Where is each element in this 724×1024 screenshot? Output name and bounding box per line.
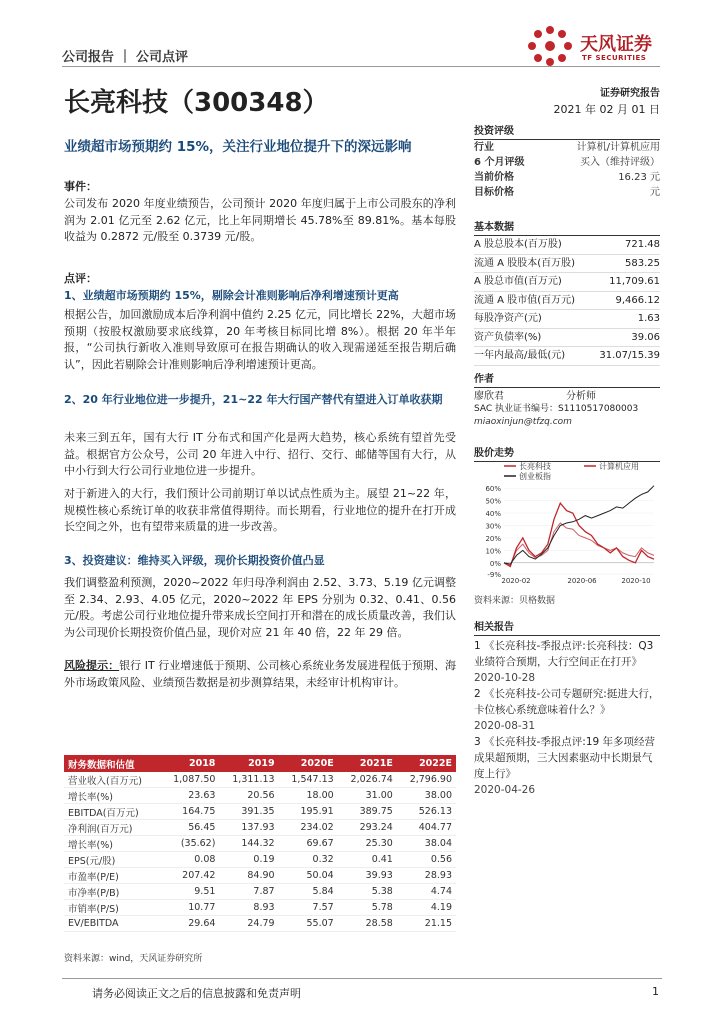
author-name: 廖欣君 (474, 391, 504, 402)
row-label: 市盈率(P/E) (64, 868, 160, 884)
basic-row: A 股总股本(百万股) 721.48 (474, 236, 660, 255)
row-label: 营业收入(百万元) (64, 772, 160, 788)
row-label: EV/EBITDA (64, 916, 160, 932)
chart-heading: 股价走势 (474, 444, 660, 462)
basic-row: 每股净资产(元) 1.63 (474, 310, 660, 329)
related-item[interactable]: 1 《长亮科技-季报点评:长亮科技：Q3 业绩符合预期，大行空间正在打开》 2020-10-28 (474, 640, 654, 684)
y-tick-label: -9% (487, 571, 501, 579)
related-heading: 相关报告 (474, 618, 660, 636)
page-number: 1 (652, 985, 659, 998)
y-tick-label: 40% (485, 510, 501, 519)
table-cell: 18.00 (279, 788, 338, 804)
rating-heading: 投资评级 (474, 122, 660, 140)
table-cell: 293.24 (338, 820, 397, 836)
x-tick-label: 2020-02 (501, 577, 531, 585)
row-label: 市净率(P/B) (64, 884, 160, 900)
table-cell: 39.93 (338, 868, 397, 884)
brand-name-en: TF SECURITIES (582, 54, 647, 62)
row-label: EPS(元/股) (64, 852, 160, 868)
author-license: SAC 执业证书编号：S1110517080003 (474, 404, 639, 414)
table-cell: 25.30 (338, 836, 397, 852)
table-cell: 137.93 (219, 820, 278, 836)
report-category: 公司报告 ｜ 公司点评 (62, 50, 189, 65)
table-cell: 2,796.90 (397, 772, 456, 788)
chart-source: 资料来源：贝格数据 (474, 596, 556, 606)
legend-label: 创业板指 (519, 472, 551, 481)
event-text: 公司发布 2020 年度业绩预告，公司预计 2020 年度归属于上市公司股东的净利润为 2.01 亿元至 2.62 亿元，比上年同期增长 45.78%至 89.81%。基本每股收益为 0.2872 元/股至 0.3739 元/股。 (64, 197, 456, 243)
x-tick-label: 2020-10 (621, 577, 651, 585)
related-item[interactable]: 3 《长亮科技-季报点评:19 年多项经营成果超预期，三大因素驱动中长期景气度上行》 2020-04-26 (474, 736, 656, 796)
comment-heading: 点评： (64, 272, 97, 285)
risk-label: 风险提示： (64, 659, 120, 672)
basic-row: 一年内最高/最低(元) 31.07/15.39 (474, 347, 660, 366)
table-cell: 1,547.13 (279, 772, 338, 788)
basic-row: 流通 A 股市值(百万元) 9,466.12 (474, 292, 660, 311)
row-label: 增长率(%) (64, 836, 160, 852)
y-tick-label: 30% (485, 522, 501, 531)
section-3-text: 我们调整盈利预测，2020~2022 年归母净利润由 2.52、3.73、5.19 亿元调整至 2.34、2.93、4.05 亿元，2020~2022 年 EPS 分别为 0.32、0.41、0.56 元/股。考虑公司行业地位提升带来成长空间打开和潜在的成长质量改善，我们认为公司现价长期投资价值凸显，现价对应 21 年 40 倍，22 年 29 倍。 (64, 576, 456, 639)
table-cell: 55.07 (279, 916, 338, 932)
table-cell: 7.57 (279, 900, 338, 916)
section-1-text: 根据公告，加回激励成本后净利润中值约 2.25 亿元，同比增长 22%，大超市场预期（按股权激励要求底线算，20 年考核目标同比增 8%）。根据 20 年半年报，“公司执行新收入准则导致原可在报告期确认的收入现需递延至报告期后确认”，因此若剔除会计准则影响后净利增速预计更高。 (64, 308, 456, 371)
x-tick-label: 2020-06 (567, 577, 597, 585)
table-row (64, 916, 456, 932)
section-2-title: 2、20 年行业地位进一步提升，21~22 年大行国产替代有望进入订单收获期 (64, 393, 443, 406)
table-cell: 28.93 (397, 868, 456, 884)
table-cell: 56.45 (160, 820, 219, 836)
table-cell: 4.19 (397, 900, 456, 916)
rating-row: 目标价格 元 (474, 187, 660, 198)
related-list (474, 638, 660, 798)
report-date: 2021 年 02 月 01 日 (553, 103, 660, 116)
author-role: 分析师 (566, 391, 596, 402)
company-title: 长亮科技（300348） (64, 88, 329, 118)
table-row (64, 868, 456, 884)
basic-row: 流通 A 股股本(百万股) 583.25 (474, 255, 660, 274)
y-tick-label: 10% (485, 547, 501, 556)
y-tick-label: 0% (489, 559, 501, 568)
table-cell: 38.00 (397, 788, 456, 804)
table-row (64, 804, 456, 820)
y-tick-label: 20% (485, 534, 501, 543)
table-cell: 69.67 (279, 836, 338, 852)
table-cell: 5.84 (279, 884, 338, 900)
event-heading: 事件： (64, 180, 97, 193)
y-tick-label: 60% (485, 485, 501, 494)
table-cell: 5.78 (338, 900, 397, 916)
table-cell: 31.00 (338, 788, 397, 804)
risk-paragraph (64, 658, 456, 691)
table-cell: 207.42 (160, 868, 219, 884)
table-row (64, 820, 456, 836)
table-cell: 24.79 (219, 916, 278, 932)
basic-data-block (474, 236, 660, 366)
section-2-text-1: 未来三到五年，国有大行 IT 分布式和国产化是两大趋势，核心系统有望首先受益。根据官方公众号，公司 20 年进入中行、招行、交行、邮储等国有大行，从中小行到大行公司行业地位进一步提升。 (64, 431, 456, 477)
table-cell: 23.63 (160, 788, 219, 804)
table-row (64, 772, 456, 788)
table-row (64, 884, 456, 900)
table-cell: 8.93 (219, 900, 278, 916)
financial-table (64, 755, 456, 932)
section-1-title: 1、业绩超市场预期约 15%，剔除会计准则影响后净利增速预计更高 (64, 289, 399, 302)
y-tick-label: 50% (485, 497, 501, 506)
row-label: 市销率(P/S) (64, 900, 160, 916)
basic-row: 资产负债率(%) 39.06 (474, 329, 660, 348)
row-label: 增长率(%) (64, 788, 160, 804)
table-cell: 28.58 (338, 916, 397, 932)
author-block (474, 390, 660, 429)
table-cell: 84.90 (219, 868, 278, 884)
related-item[interactable]: 2 《长亮科技-公司专题研究:挺进大行，卡位核心系统意味着什么？》 2020-08-31 (474, 688, 660, 732)
rating-block (474, 140, 660, 200)
table-cell: 10.77 (160, 900, 219, 916)
section-3-title: 3、投资建议：维持买入评级，现价长期投资价值凸显 (64, 554, 325, 567)
table-cell: 1,311.13 (219, 772, 278, 788)
table-cell: 164.75 (160, 804, 219, 820)
table-cell: 389.75 (338, 804, 397, 820)
rating-row: 行业 计算机/计算机应用 (474, 142, 660, 153)
stock-price-chart (474, 460, 660, 590)
table-row (64, 852, 456, 868)
author-email[interactable]: miaoxinjun@tfzq.com (474, 417, 572, 427)
table-row (64, 836, 456, 852)
table-cell: 0.41 (338, 852, 397, 868)
report-type: 证券研究报告 (600, 88, 660, 99)
table-cell: 50.04 (279, 868, 338, 884)
table-cell: 2,026.74 (338, 772, 397, 788)
footer-divider (62, 978, 662, 979)
table-row (64, 788, 456, 804)
legend-label: 长亮科技 (519, 462, 551, 471)
table-cell: 0.19 (219, 852, 278, 868)
author-line (474, 390, 660, 403)
table-cell: 4.74 (397, 884, 456, 900)
table-cell: 5.38 (338, 884, 397, 900)
table-cell: 21.15 (397, 916, 456, 932)
risk-text: 银行 IT 行业增速低于预期、公司核心系统业务发展进程低于预期、海外市场政策风险、业绩预告数据是初步测算结果，未经审计机构审计。 (64, 659, 456, 689)
legend-label: 计算机应用 (599, 462, 639, 471)
brand-logo-icon (520, 22, 580, 72)
table-row (64, 900, 456, 916)
table-cell: 29.64 (160, 916, 219, 932)
table-source: 资料来源：wind，天风证券研究所 (64, 954, 203, 964)
table-cell: 9.51 (160, 884, 219, 900)
table-cell: 234.02 (279, 820, 338, 836)
author-heading: 作者 (474, 370, 660, 388)
table-cell: (35.62) (160, 836, 219, 852)
table-cell: 7.87 (219, 884, 278, 900)
basic-data-heading: 基本数据 (474, 218, 660, 236)
table-cell: 1,087.50 (160, 772, 219, 788)
table-cell: 404.77 (397, 820, 456, 836)
brand-name: 天风证券 (580, 34, 652, 55)
table-cell: 0.32 (279, 852, 338, 868)
row-label: EBITDA(百万元) (64, 804, 160, 820)
headline: 业绩超市场预期约 15%，关注行业地位提升下的深远影响 (64, 139, 412, 155)
rating-row: 6 个月评级 买入（维持评级） (474, 157, 660, 168)
table-cell: 0.08 (160, 852, 219, 868)
table-cell: 0.56 (397, 852, 456, 868)
table-header-row: 财务数据和估值 2018 2019 2020E 2021E 2022E (64, 755, 456, 772)
table-cell: 144.32 (219, 836, 278, 852)
table-cell: 526.13 (397, 804, 456, 820)
table-cell: 391.35 (219, 804, 278, 820)
table-cell: 38.04 (397, 836, 456, 852)
section-2-text-2: 对于新进入的大行，我们预计公司前期订单以试点性质为主。展望 21~22 年，规模性核心系统订单的收获非常值得期待。而长期看，行业地位的提升在打开成长空间之外，也有望带来质量的进一步改善。 (64, 487, 456, 533)
basic-row: A 股总市值(百万元) 11,709.61 (474, 273, 660, 292)
table-cell: 195.91 (279, 804, 338, 820)
table-cell: 20.56 (219, 788, 278, 804)
disclaimer[interactable]: 请务必阅读正文之后的信息披露和免责声明 (92, 987, 301, 1000)
rating-row: 当前价格 16.23 元 (474, 172, 660, 183)
row-label: 净利润(百万元) (64, 820, 160, 836)
